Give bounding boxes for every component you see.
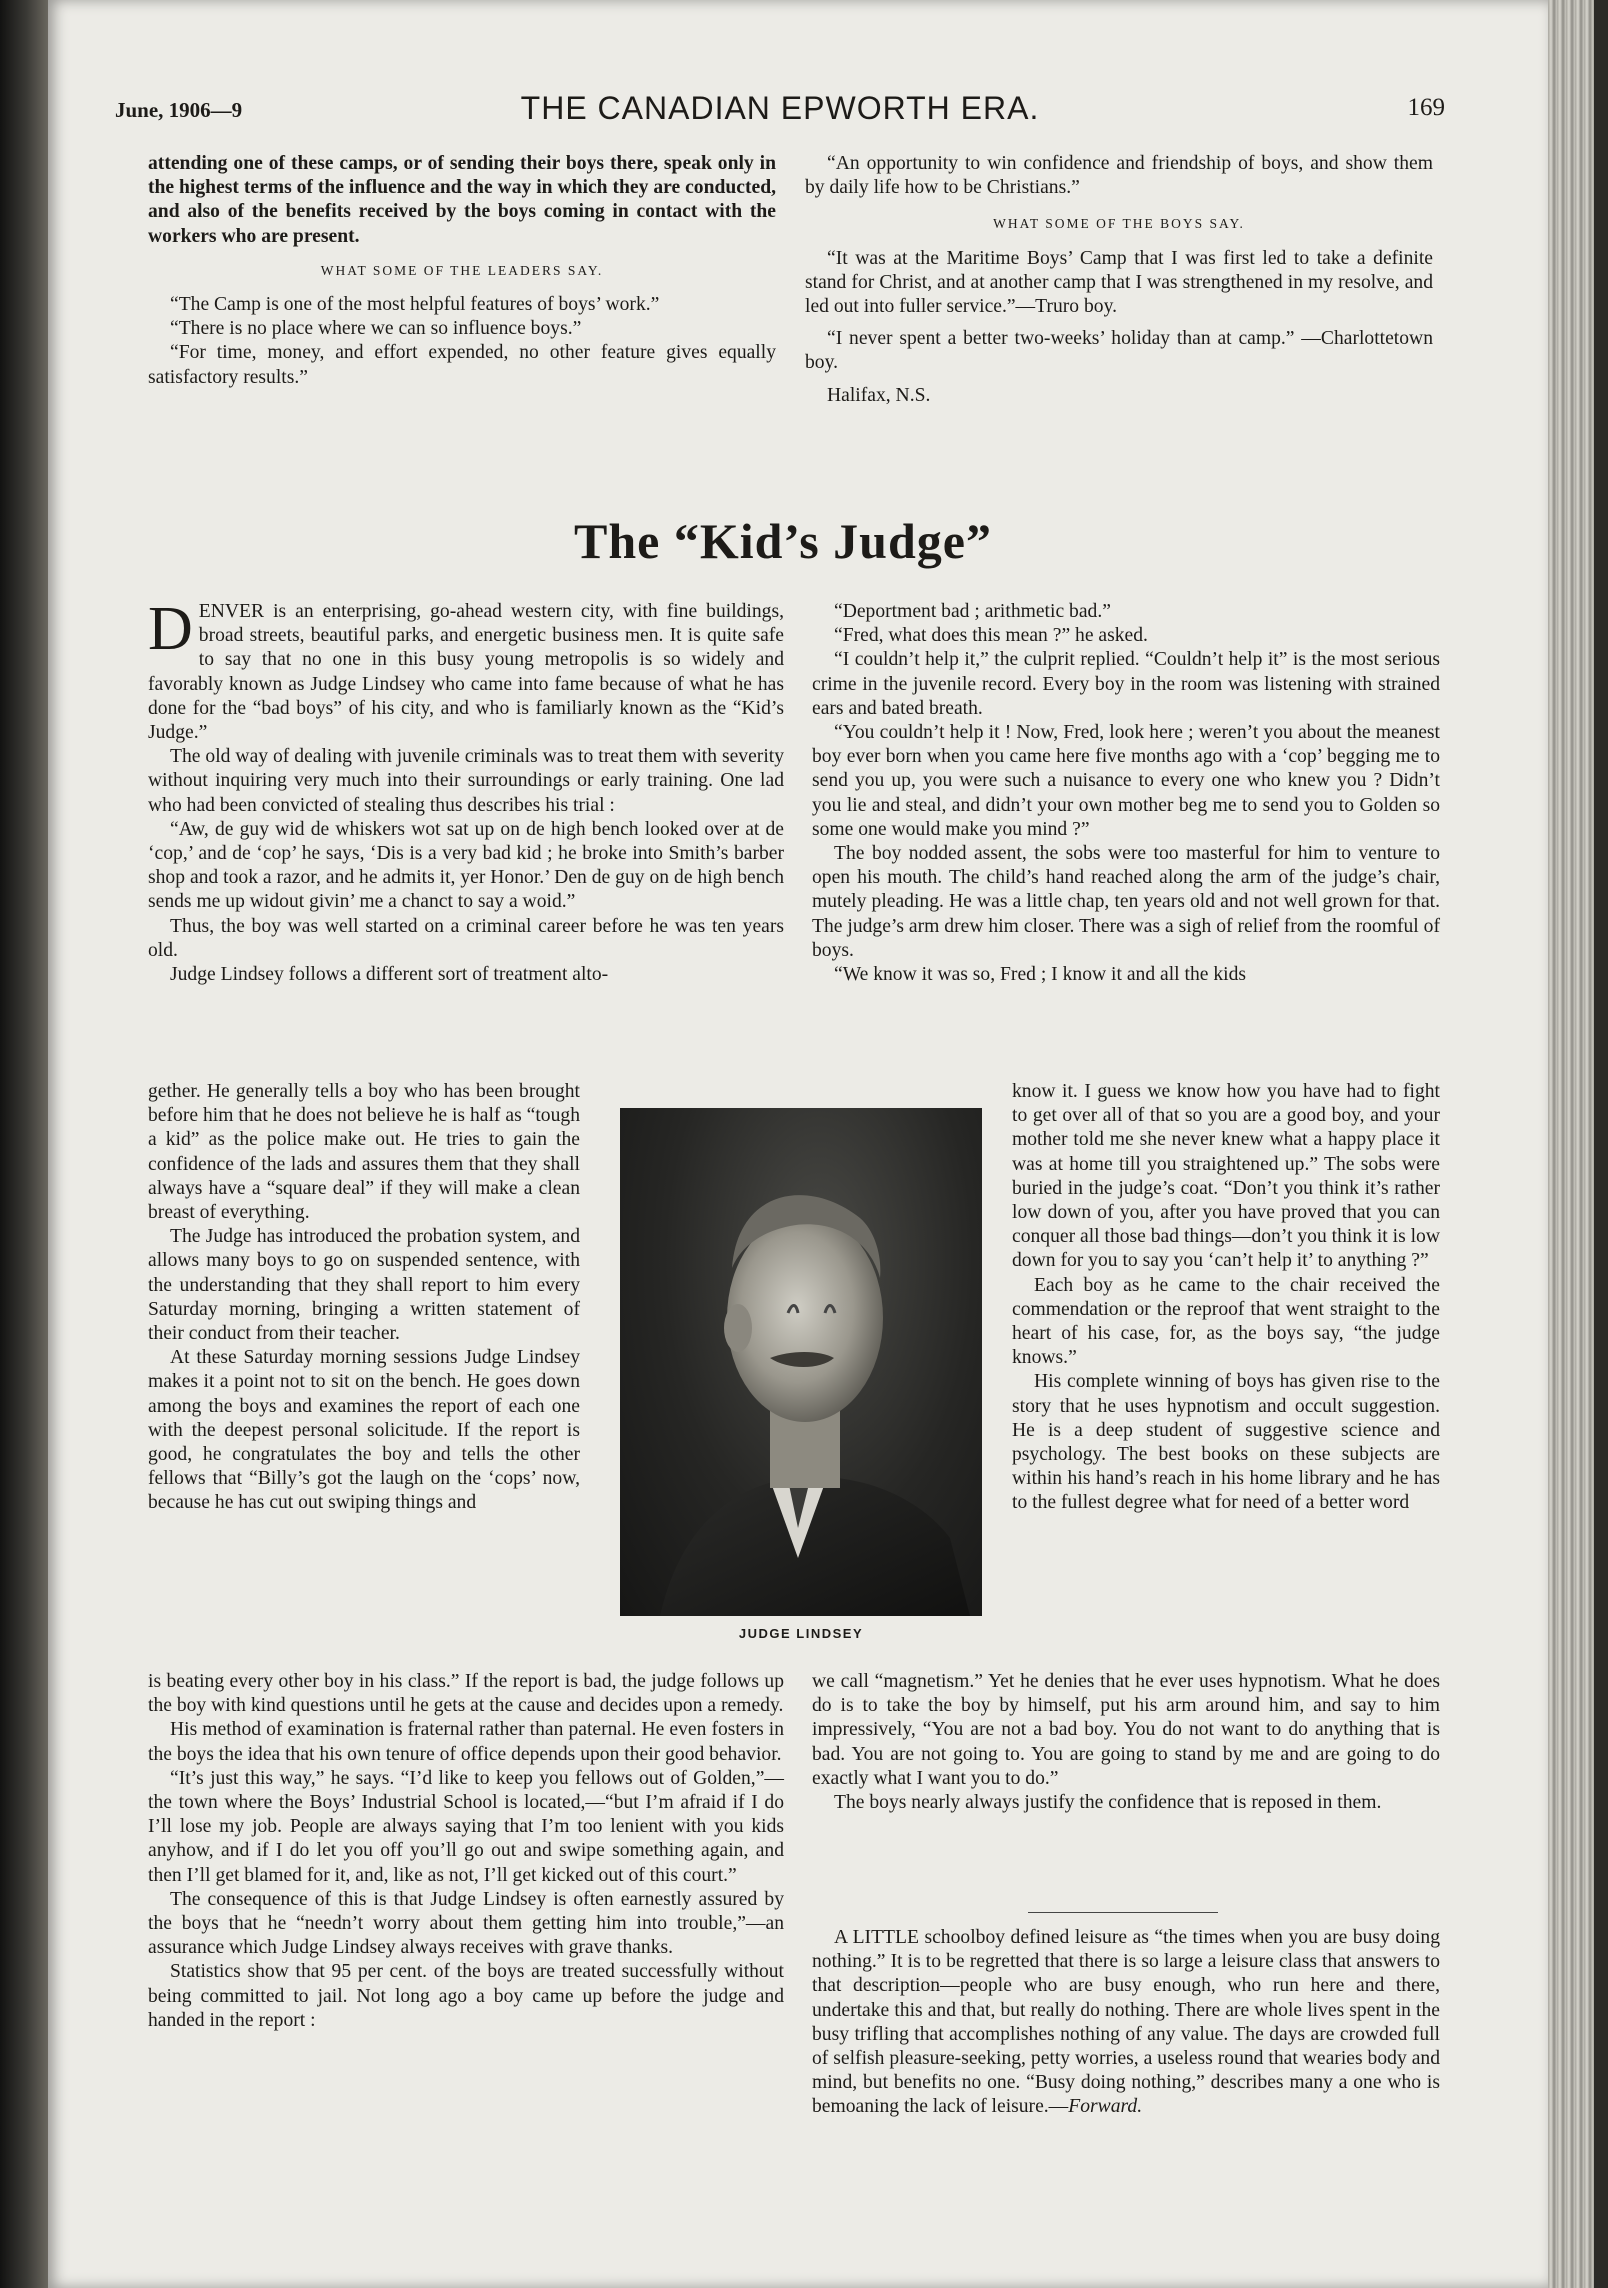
article-paragraph: gether. He generally tells a boy who has been brought before him that he does not believe he is half as “tough a kid” as the police make out. He tries to gain the confidence of the lads and assures them that they shall always have a “square deal” if they will make a clean breast of everything.	[148, 1081, 580, 1224]
top-left-column	[148, 152, 776, 390]
boys-quote: “It was at the Maritime Boys’ Camp that I was first led to take a definite stand for Christ, and at another camp that I was strengthened in my resolve, and led out into fuller service.”—Truro boy.	[805, 247, 1433, 318]
article-paragraph: “We know it was so, Fred ; I know it and all the kids	[834, 964, 1247, 986]
signoff: Halifax, N.S.	[827, 384, 931, 406]
photo-caption: JUDGE LINDSEY	[738, 1626, 864, 1641]
leaders-quote: “An opportunity to win confidence and friendship of boys, and show them by daily life how to be Christians.”	[805, 153, 1433, 199]
article-paragraph: At these Saturday morning sessions Judge Lindsey makes it a point not to sit on the bench. He goes down among the boys and examines the report of each one with the deepest personal solicitude. If the report is good, he congratulates the boy and tells the other fellows that “Billy’s got the laugh on the ‘cops’ now, because he has cut out swiping things and	[148, 1347, 580, 1514]
article-paragraph: “Deportment bad ; arithmetic bad.”	[834, 601, 1111, 622]
article-paragraph: “Aw, de guy wid de whiskers wot sat up on de high bench looked over at de ‘cop,’ and de ‘cop’ he says, ‘Dis is a very bad kid ; he broke into Smith’s barber shop and took a razor, and he admits it, yer Honor.’ Den de guy on de high bench sends me up widout givin’ me a chanct to say a woid.”	[148, 818, 784, 913]
article-paragraph: “Fred, what does this mean ?” he asked.	[834, 625, 1148, 647]
filler-source: Forward.	[1068, 2096, 1143, 2118]
article-paragraph: Statistics show that 95 per cent. of the boys are treated successfully without being committed to jail. Not long ago a boy came up before the judge and handed in the report :	[148, 1961, 784, 2031]
article-left-column-narrow	[148, 1080, 580, 1516]
article-left-column-top	[148, 595, 784, 987]
journal-title: THE CANADIAN EPWORTH ERA.	[520, 90, 1040, 126]
leaders-quote: “There is no place where we can so influence boys.”	[170, 318, 582, 340]
article-lead-paragraph	[148, 595, 784, 745]
article-headline: The “Kid’s Judge”	[573, 513, 992, 569]
article-paragraph: “It’s just this way,” he says. “I’d like to keep you fellows out of Golden,”—the town where the Boys’ Industrial School is located,—“but I’m afraid if I do I’ll lose my job. People are always saying that I’m too lenient with you kids anyhow, and if I do let you off you’ll go out and swipe something again, and then I’ll get blamed for it, and, like as not, I’ll get kicked out of this court.”	[148, 1767, 784, 1886]
article-paragraph: The old way of dealing with juvenile criminals was to treat them with severity without inquiring very much into their surroundings or early training. One lad who had been convicted of stealing thus describes his trial :	[148, 746, 784, 816]
leisure-filler-column	[812, 1926, 1440, 2120]
article-paragraph: The boy nodded assent, the sobs were too masterful for him to venture to open his mouth. The child’s hand reached along the arm of the judge’s chair, mutely pleading. He was a little chap, ten years old and not well grown for that. The judge’s arm drew him closer. There was a sigh of relief from the roomful of boys.	[812, 843, 1440, 961]
article-paragraph: Each boy as he came to the chair received the commendation or the reproof that went straight to the heart of his case, for, as the boys say, “the judge knows.”	[1012, 1274, 1440, 1369]
page-number: 169	[1407, 94, 1445, 121]
article-right-column-top	[812, 600, 1440, 987]
article-right-column-narrow	[1012, 1080, 1440, 1516]
boys-subhead: WHAT SOME OF THE BOYS SAY.	[993, 216, 1245, 232]
leaders-quote: “For time, money, and effort expended, no other feature gives equally satisfactory results.”	[148, 342, 776, 388]
issue-date: June, 1906—9	[115, 98, 243, 122]
article-right-column-bottom	[812, 1670, 1440, 1815]
article-left-column-bottom	[148, 1670, 784, 2033]
article-paragraph: His method of examination is fraternal rather than paternal. He even fosters in the boys the idea that his own tenure of office depends upon their good behavior.	[148, 1719, 784, 1765]
article-paragraph: “You couldn’t help it ! Now, Fred, look here ; weren’t you about the meanest boy ever born when you came here five months ago with a ‘cop’ begging me to send you up, you were such a nuisance to every one who knew you ? Didn’t you lie and steal, and didn’t your own mother beg me to send you to Golden so some one would make you mind ?”	[812, 722, 1440, 840]
article-paragraph: is beating every other boy in his class.” If the report is bad, the judge follows up the boy with kind questions until he gets at the cause and decides upon a remedy.	[148, 1671, 784, 1717]
boys-quote: “I never spent a better two-weeks’ holiday than at camp.” —Charlottetown boy.	[805, 328, 1433, 374]
scan-page-stack-edge	[1548, 0, 1608, 2288]
scan-binding-edge	[0, 0, 48, 2288]
judge-portrait-photo	[620, 1108, 982, 1616]
section-divider	[1028, 1912, 1218, 1913]
filler-lead-caps: A LITTLE	[834, 1927, 919, 1948]
article-paragraph: Thus, the boy was well started on a criminal career before he was ten years old.	[148, 915, 784, 961]
leaders-quote: “The Camp is one of the most helpful features of boys’ work.”	[170, 294, 660, 316]
filler-text: schoolboy defined leisure as “the times when you are busy doing nothing.” It is to be regretted that there is so large a leisure class that answers to that description—people who are busy enough, who run here and there, undertake this and that, but really do nothing. There are whole lives spent in the busy trifling that accomplishes nothing of any value. The days are crowded full of selfish pleasure-seeking, petty worries, a useless round that wearies body and mind, but benefits no one. “Busy doing nothing,” describes many a one who is bemoaning the lack of leisure.—	[812, 1927, 1440, 2118]
camp-continuation-paragraph: attending one of these camps, or of sending their boys there, speak only in the highest terms of the influence and the way in which they are conducted, and also of the benefits received by the boys coming in contact with the workers who are present.	[148, 153, 776, 247]
article-paragraph: The boys nearly always justify the confidence that is reposed in them.	[834, 1792, 1382, 1814]
portrait-illustration	[620, 1108, 982, 1616]
article-paragraph: “I couldn’t help it,” the culprit replied. “Couldn’t help it” is the most serious crime in the juvenile record. Every boy in the room was listening with strained ears and bated breath.	[812, 649, 1440, 719]
article-paragraph: The consequence of this is that Judge Lindsey is often earnestly assured by the boys that he “needn’t worry about them getting him into trouble,”—an assurance which Judge Lindsey always receives with grave thanks.	[148, 1888, 784, 1959]
running-header	[115, 88, 1445, 132]
lead-caps: ENVER	[198, 601, 265, 622]
article-paragraph: His complete winning of boys has given rise to the story that he uses hypnotism and occult suggestion. He is a deep student of suggestive science and psychology. The best books on these subjects are within his hand’s reach in his home library and he has to the fullest degree what for need of a better word	[1012, 1371, 1440, 1514]
drop-cap: D	[148, 595, 193, 663]
top-right-column	[805, 152, 1433, 408]
article-paragraph: The Judge has introduced the probation system, and allows many boys to go on suspended sentence, with the understanding that they shall report to him every Saturday morning, bringing a written statement of their conduct from their teacher.	[148, 1226, 580, 1345]
article-paragraph: Judge Lindsey follows a different sort of treatment alto-	[170, 964, 609, 986]
leaders-subhead: WHAT SOME OF THE LEADERS SAY.	[320, 262, 604, 278]
lead-text: is an enterprising, go-ahead western city, with fine buildings, broad streets, beautiful parks, and energetic business men. It is quite safe to say that no one in this busy young metropolis is so widely and favorably known as Judge Lindsey who came into fame because of what he has done for the “bad boys” of his city, and who is familiarly known as the “Kid’s Judge.”	[148, 601, 784, 744]
article-paragraph: know it. I guess we know how you have had to fight to get over all of that so you are a good boy, and your mother told me she never knew what a happy place it was at home till you straightened up.” The sobs were buried in the judge’s coat. “Don’t you think it’s rather low down of you, after you have proved that you can conquer all those bad things—don’t you think it is low down for you to say you ‘can’t help it’ to anything ?”	[1012, 1081, 1440, 1272]
article-paragraph: we call “magnetism.” Yet he denies that he ever uses hypnotism. What he does do is to take the boy by himself, put his arm around him, and say to him impressively, “You are not a bad boy. You do not want to do anything that is bad. You are not going to. You are going to stand by me and are going to do exactly what I want you to do.”	[812, 1671, 1440, 1789]
portrait-image	[620, 1108, 982, 1616]
leisure-paragraph	[812, 1926, 1440, 2120]
